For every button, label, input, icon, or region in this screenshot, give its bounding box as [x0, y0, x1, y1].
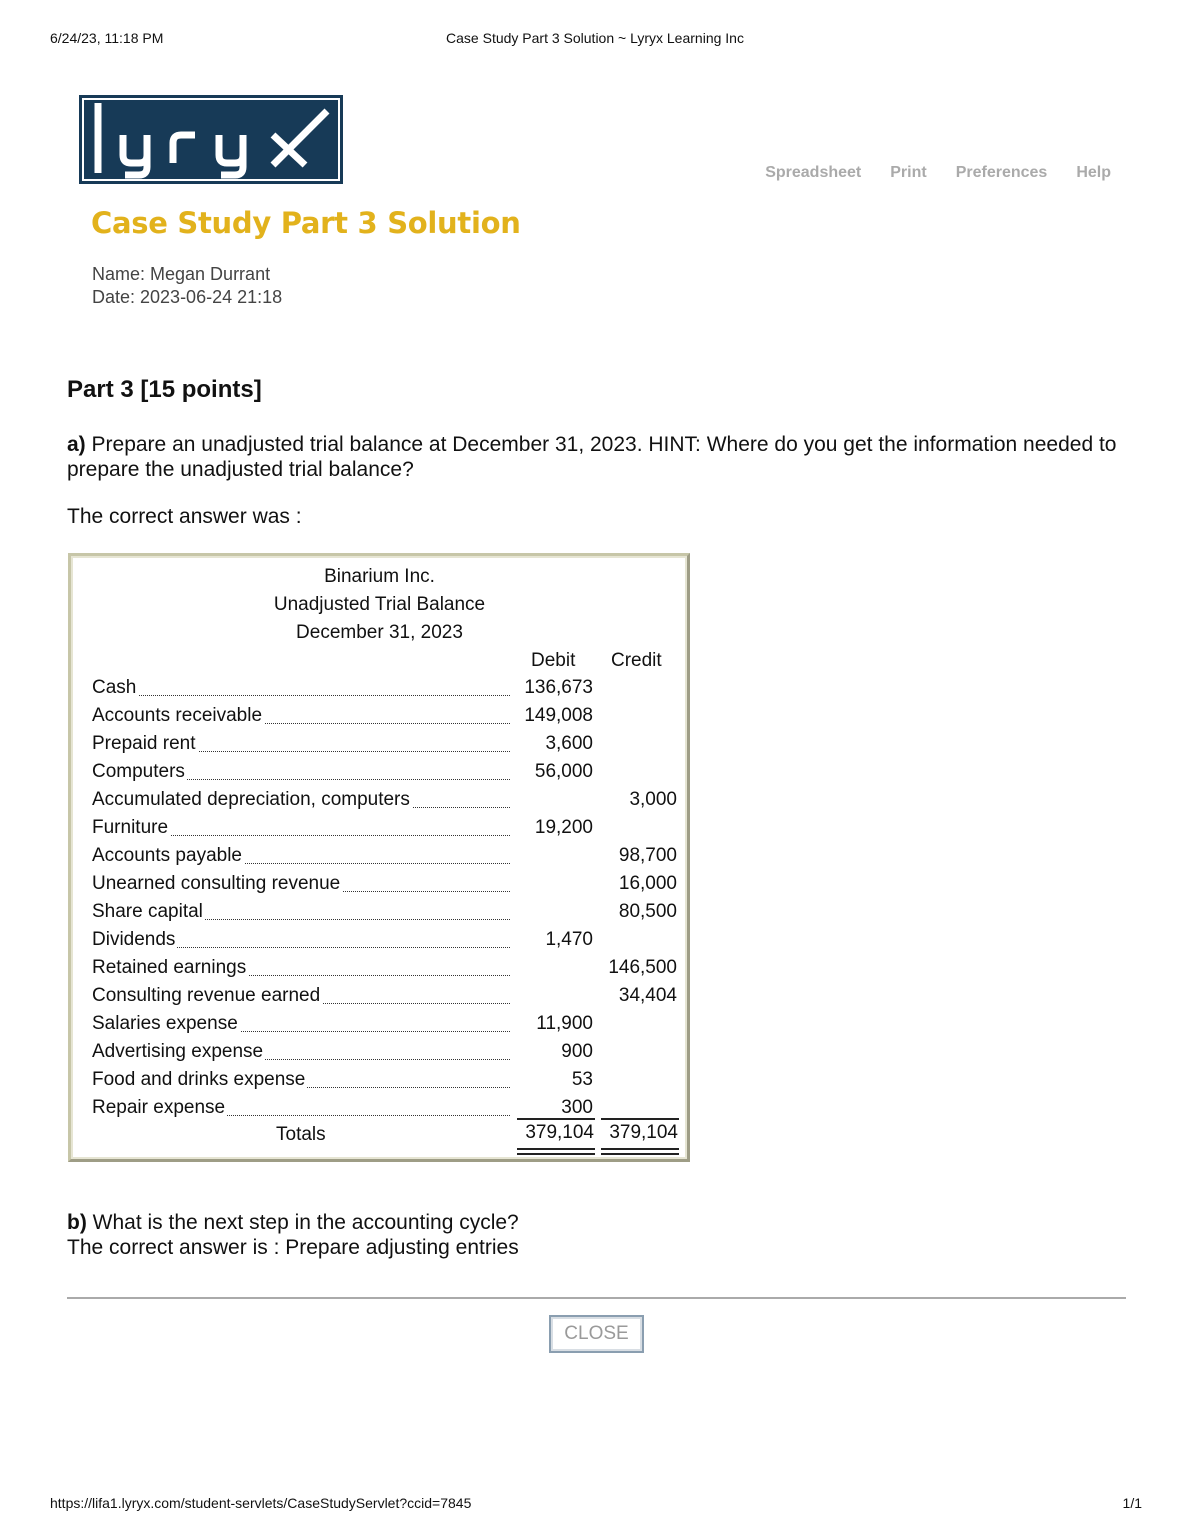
tb-row — [92, 901, 677, 927]
tb-credit-amount: 80,500 — [618, 901, 677, 922]
tb-credit-amount: 3,000 — [629, 789, 677, 810]
tb-debit-header: Debit — [531, 650, 576, 671]
tb-leader-dots — [92, 695, 510, 696]
tb-credit-double-rule — [601, 1148, 679, 1155]
tb-debit-amount: 136,673 — [524, 677, 593, 698]
tb-credit-amount: 16,000 — [618, 873, 677, 894]
tb-debit-amount: 300 — [561, 1097, 593, 1118]
tb-credit-amount: 98,700 — [618, 845, 677, 866]
submission-date: Date: 2023-06-24 21:18 — [92, 287, 283, 307]
tb-row — [92, 957, 677, 983]
tb-account-name: Dividends — [92, 929, 176, 950]
tb-row — [92, 817, 672, 843]
page-title: Case Study Part 3 Solution — [91, 206, 521, 240]
nav-preferences[interactable]: Preferences — [955, 164, 1048, 181]
tb-total-credit: 379,104 — [609, 1122, 678, 1143]
part-heading: Part 3 [15 points] — [67, 376, 262, 403]
tb-company: Binarium Inc. — [324, 566, 435, 587]
student-name: Name: Megan Durrant — [92, 264, 271, 284]
tb-account-name: Accounts receivable — [92, 705, 263, 726]
print-footer-page: 1/1 — [1122, 1495, 1142, 1511]
tb-account-name: Unearned consulting revenue — [92, 873, 341, 894]
question-b-label: b) — [67, 1211, 87, 1234]
tb-debit-amount: 900 — [561, 1041, 593, 1062]
tb-account-name: Furniture — [92, 817, 169, 838]
tb-row — [92, 873, 677, 899]
top-navigation — [765, 164, 1111, 182]
tb-account-name: Computers — [92, 761, 185, 782]
tb-total-debit: 379,104 — [525, 1122, 594, 1143]
question-a-label: a) — [67, 433, 86, 456]
tb-credit-amount: 34,404 — [618, 985, 677, 1006]
question-a-text: Prepare an unadjusted trial balance at December 31, 2023. HINT: Where do you get the information needed to prepare the unadjusted trial balance? — [67, 433, 1117, 481]
tb-debit-double-rule — [517, 1148, 595, 1155]
tb-debit-amount: 11,900 — [536, 1013, 593, 1034]
tb-row — [92, 929, 672, 955]
question-b-text: What is the next step in the accounting cycle? — [86, 1211, 519, 1234]
tb-account-name: Advertising expense — [92, 1041, 264, 1062]
tb-totals-label: Totals — [276, 1124, 326, 1145]
question-a — [67, 432, 1127, 482]
tb-account-name: Food and drinks expense — [92, 1069, 306, 1090]
tb-account-name: Share capital — [92, 901, 203, 922]
tb-account-name: Retained earnings — [92, 957, 247, 978]
tb-row — [92, 1041, 672, 1067]
tb-row — [92, 1013, 672, 1039]
lyryx-logo — [79, 95, 343, 184]
tb-account-name: Prepaid rent — [92, 733, 196, 754]
nav-print[interactable]: Print — [890, 164, 927, 181]
close-button[interactable]: CLOSE — [549, 1315, 644, 1353]
tb-debit-amount: 53 — [571, 1069, 593, 1090]
tb-debit-amount: 19,200 — [534, 817, 593, 838]
tb-account-name: Consulting revenue earned — [92, 985, 321, 1006]
lyryx-logo-icon — [79, 95, 343, 184]
tb-statement: Unadjusted Trial Balance — [273, 594, 486, 615]
tb-credit-header: Credit — [611, 650, 662, 671]
tb-date: December 31, 2023 — [296, 622, 463, 643]
tb-account-name: Accumulated depreciation, computers — [92, 789, 410, 810]
question-b — [67, 1210, 519, 1260]
tb-row — [92, 845, 677, 871]
tb-debit-amount: 3,600 — [545, 733, 593, 754]
student-meta — [92, 263, 282, 309]
nav-spreadsheet[interactable]: Spreadsheet — [765, 164, 862, 181]
question-b-prompt — [67, 1210, 519, 1235]
nav-help[interactable]: Help — [1076, 164, 1111, 181]
tb-debit-subtotal-rule — [517, 1118, 595, 1120]
tb-row — [92, 705, 672, 731]
divider — [67, 1297, 1126, 1299]
answer-intro: The correct answer was : — [67, 505, 302, 528]
print-header-title: Case Study Part 3 Solution ~ Lyryx Learning Inc — [446, 30, 744, 46]
tb-debit-amount: 1,470 — [545, 929, 593, 950]
question-b-answer: The correct answer is : Prepare adjusting entries — [67, 1236, 519, 1259]
tb-row — [92, 789, 677, 815]
tb-debit-amount: 149,008 — [524, 705, 593, 726]
tb-row — [92, 1069, 672, 1095]
tb-debit-amount: 56,000 — [534, 761, 593, 782]
tb-row — [92, 985, 677, 1011]
print-footer-url: https://lifa1.lyryx.com/student-servlets/CaseStudyServlet?ccid=7845 — [50, 1495, 472, 1511]
tb-account-name: Salaries expense — [92, 1013, 238, 1034]
trial-balance-table — [68, 553, 690, 1162]
tb-row — [92, 733, 672, 759]
tb-account-name: Repair expense — [92, 1097, 226, 1118]
tb-account-name: Cash — [92, 677, 137, 698]
tb-account-name: Accounts payable — [92, 845, 242, 866]
tb-credit-subtotal-rule — [601, 1118, 679, 1120]
tb-credit-amount: 146,500 — [608, 957, 677, 978]
tb-row — [92, 761, 672, 787]
tb-row — [92, 677, 672, 703]
print-header-datetime: 6/24/23, 11:18 PM — [50, 30, 164, 46]
